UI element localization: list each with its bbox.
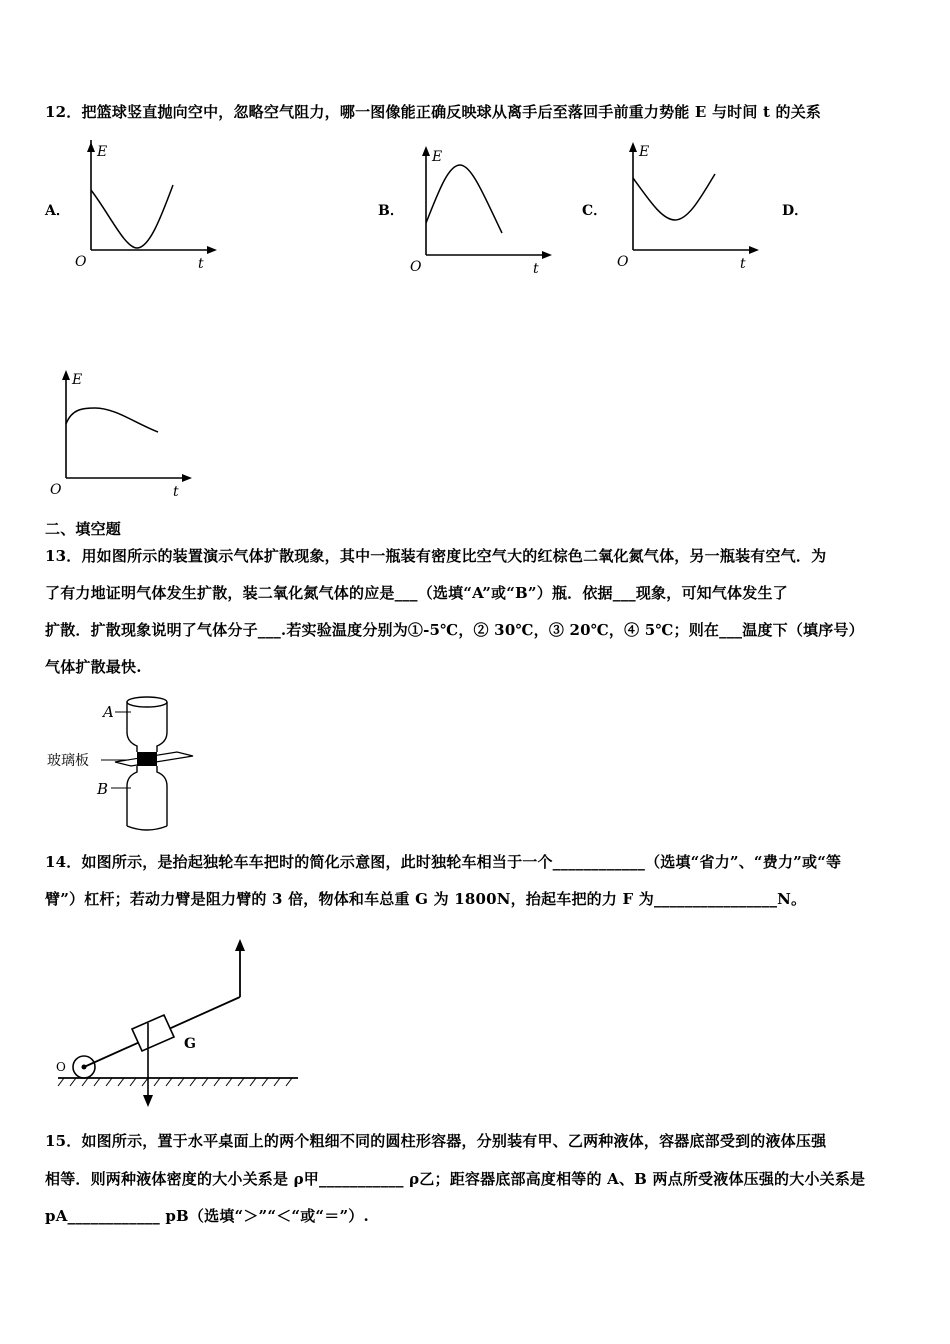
graph-d-curve [66,408,158,432]
q13-line-3: 扩散．扩散现象说明了气体分子___.若实验温度分别为①-5℃，② 30℃，③ 20℃，④ 5℃；则在___温度下（填序号） [45,621,864,639]
graph-b-x-label: t [533,261,539,277]
graph-d-y-label: E [72,372,83,388]
wheelbarrow-figure [50,935,310,1115]
bottle-mouths [137,752,157,766]
load-box [132,1015,174,1051]
label-b: B [97,780,109,798]
bottle-a-neck [127,732,167,752]
q13-line-4: 气体扩散最快. [45,658,142,676]
graph-a-y-arrow [87,142,95,152]
graph-c-y-label: E [639,144,650,160]
graph-b [390,143,560,277]
graph-c-curve [633,174,715,220]
graph-a [55,140,225,270]
label-glass: 玻璃板 [47,753,89,769]
graph-b-curve [426,165,502,233]
graph-b-y-label: E [432,149,443,165]
graph-a-x-label: t [198,256,204,272]
graph-d [30,368,200,498]
q12-stem: 12．把篮球竖直抛向空中，忽略空气阻力，哪一图像能正确反映球从离手后至落回手前重力势能 E 与时间 t 的关系 [45,103,822,121]
graph-a-origin: O [75,254,87,270]
option-a-label: A． [45,203,70,219]
option-d-label: D． [782,203,809,219]
graph-d-origin: O [50,482,62,498]
option-c-label: C． [582,203,608,219]
q13-line-2: 了有力地证明气体发生扩散，装二氧化氮气体的应是___（选填“A”或“B”）瓶．依据___现象，可知气体发生了 [45,584,788,602]
gravity-arrow [143,1095,153,1107]
graph-d-x-label: t [173,484,179,500]
label-a: A [103,703,114,721]
label-o: O [56,1060,66,1074]
q14-line-1: 14．如图所示，是抬起独轮车车把时的简化示意图，此时独轮车相当于一个____________（选填“省力”、“费力”或“等 [45,853,842,871]
force-f-arrow [235,939,245,951]
q15-line-3: pA____________ pB（选填“＞”“＜“或“＝”）. [45,1207,369,1225]
section-title: 二、填空题 [45,520,122,538]
bottle-b-base [127,826,167,830]
graph-a-x-arrow [207,246,217,254]
graph-a-curve [91,185,173,248]
q15-line-1: 15．如图所示，置于水平桌面上的两个粗细不同的圆柱形容器，分别装有甲、乙两种液体，容器底部受到的液体压强 [45,1132,827,1150]
ground-hatching [58,1078,292,1086]
q13-line-1: 13．用如图所示的装置演示气体扩散现象，其中一瓶装有密度比空气大的红棕色二氧化氮气体，另一瓶装有空气．为 [45,547,827,565]
graph-c [597,140,767,270]
graph-a-y-label: E [97,144,108,160]
graph-c-origin: O [617,254,629,270]
diffusion-figure [45,690,245,840]
bottle-a-top [127,697,167,707]
label-g: G [184,1036,196,1052]
bottle-b-neck [127,766,167,786]
q14-line-2: 臂”）杠杆；若动力臂是阻力臂的 3 倍，物体和车总重 G 为 1800N，抬起车把的力 F 为________________N。 [45,890,807,908]
graph-c-x-label: t [740,256,746,272]
option-b-label: B． [378,203,404,219]
q15-line-2: 相等．则两种液体密度的大小关系是 ρ甲___________ ρ乙；距容器底部高度相等的 A、B 两点所受液体压强的大小关系是 [45,1170,866,1188]
graph-b-origin: O [410,259,422,275]
